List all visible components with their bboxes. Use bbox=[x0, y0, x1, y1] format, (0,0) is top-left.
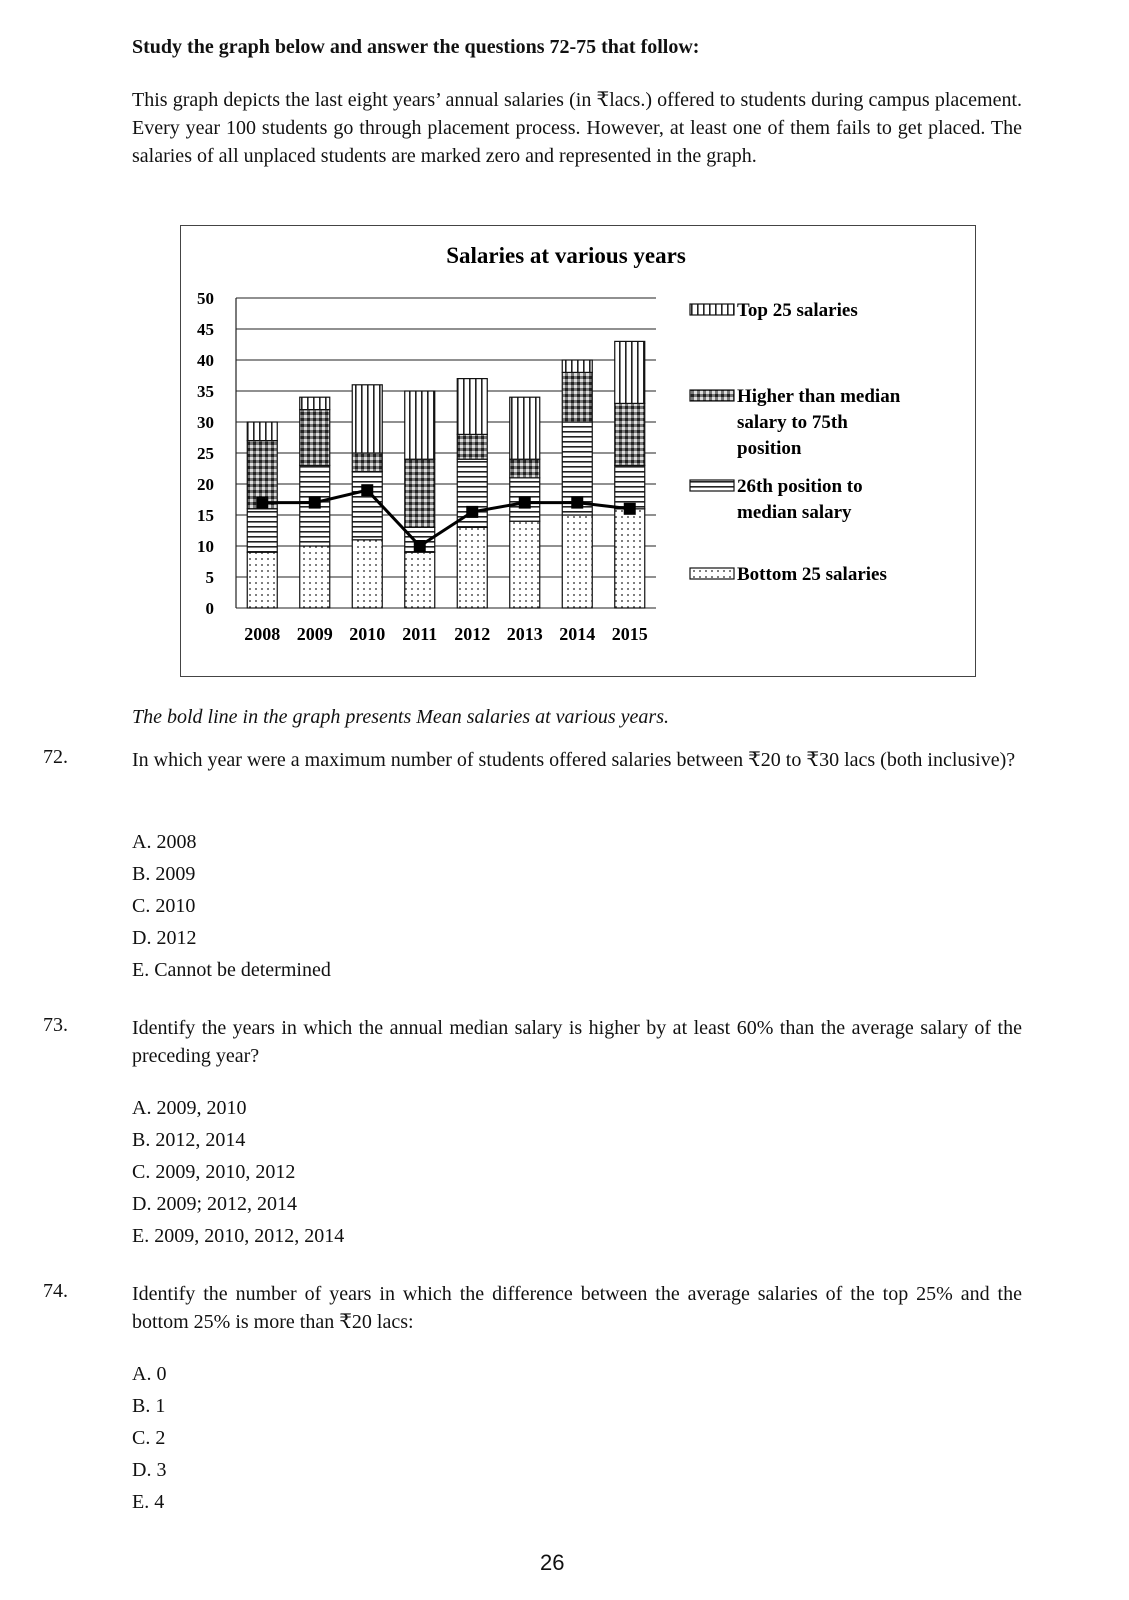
legend-label: median salary bbox=[737, 502, 852, 523]
y-tick-label: 0 bbox=[205, 599, 214, 618]
y-tick-label: 30 bbox=[197, 413, 214, 432]
option: B. 2009 bbox=[132, 863, 196, 885]
y-tick-label: 40 bbox=[197, 351, 214, 370]
bar-segment bbox=[352, 453, 382, 472]
options-list bbox=[132, 1358, 166, 1518]
bar-segment bbox=[352, 472, 382, 540]
option: C. 2009, 2010, 2012 bbox=[132, 1161, 296, 1183]
y-tick-label: 5 bbox=[205, 568, 214, 587]
bar-segment bbox=[457, 434, 487, 459]
question-text: Identify the years in which the annual median salary is higher by at least 60% than the average salary of the preceding year? bbox=[132, 1017, 1022, 1067]
x-axis-labels bbox=[244, 624, 648, 644]
legend-swatch bbox=[690, 390, 734, 401]
x-tick-label: 2009 bbox=[296, 624, 333, 644]
option: E. Cannot be determined bbox=[132, 959, 331, 981]
bar-segment bbox=[247, 509, 277, 552]
x-tick-label: 2010 bbox=[349, 624, 386, 644]
option: E. 4 bbox=[132, 1491, 165, 1513]
bar-segment bbox=[615, 465, 645, 508]
chart-bars bbox=[247, 341, 645, 608]
legend-label: Top 25 salaries bbox=[737, 300, 858, 321]
mean-marker bbox=[519, 497, 531, 509]
x-tick-label: 2013 bbox=[506, 624, 543, 644]
option: A. 2008 bbox=[132, 831, 197, 853]
option: A. 2009, 2010 bbox=[132, 1097, 247, 1119]
option: C. 2 bbox=[132, 1427, 166, 1449]
y-tick-label: 50 bbox=[197, 289, 214, 308]
y-tick-label: 15 bbox=[197, 506, 214, 525]
legend-label: salary to 75th bbox=[737, 412, 848, 433]
y-tick-label: 10 bbox=[197, 537, 214, 556]
bar-segment bbox=[247, 422, 277, 441]
option: B. 2012, 2014 bbox=[132, 1129, 246, 1151]
intro-paragraph: This graph depicts the last eight years’ annual salaries (in ₹lacs.) offered to students during campus placement. Every year 100 students go through placement process. However, at least one of them fails to get placed. The salaries of all unplaced students are marked zero and represented in the graph. bbox=[132, 89, 1022, 167]
bar-segment bbox=[300, 410, 330, 466]
mean-marker bbox=[414, 540, 426, 552]
question-number: 73. bbox=[43, 1014, 68, 1036]
bar-segment bbox=[247, 552, 277, 608]
y-tick-label: 45 bbox=[197, 320, 214, 339]
option: D. 2012 bbox=[132, 927, 197, 949]
bar-segment bbox=[562, 372, 592, 422]
mean-marker bbox=[256, 497, 268, 509]
bar-segment bbox=[405, 391, 435, 459]
y-tick-label: 25 bbox=[197, 444, 214, 463]
option: E. 2009, 2010, 2012, 2014 bbox=[132, 1225, 345, 1247]
section-heading: Study the graph below and answer the questions 72-75 that follow: bbox=[132, 36, 700, 58]
legend-label: 26th position to bbox=[737, 476, 863, 497]
option: D. 2009; 2012, 2014 bbox=[132, 1193, 297, 1215]
mean-marker bbox=[466, 506, 478, 518]
y-tick-label: 35 bbox=[197, 382, 214, 401]
page-number: 26 bbox=[540, 1550, 565, 1575]
bar-segment bbox=[615, 341, 645, 403]
mean-marker bbox=[624, 503, 636, 515]
legend-swatch bbox=[690, 568, 734, 579]
x-tick-label: 2014 bbox=[559, 624, 596, 644]
legend-swatch bbox=[690, 480, 734, 491]
bar-segment bbox=[352, 540, 382, 608]
bar-segment bbox=[405, 459, 435, 527]
mean-marker bbox=[309, 497, 321, 509]
chart-grid bbox=[236, 298, 656, 608]
legend-label: position bbox=[737, 438, 802, 459]
bar-segment bbox=[510, 397, 540, 459]
bar-segment bbox=[615, 509, 645, 608]
question-number: 72. bbox=[43, 746, 68, 768]
x-tick-label: 2015 bbox=[611, 624, 648, 644]
option: B. 1 bbox=[132, 1395, 166, 1417]
options-list bbox=[132, 1092, 344, 1252]
bar-segment bbox=[562, 515, 592, 608]
bar-segment bbox=[510, 521, 540, 608]
mean-marker bbox=[361, 484, 373, 496]
question-text: In which year were a maximum number of students offered salaries between ₹20 to ₹30 lacs (both inclusive)? bbox=[132, 749, 1016, 771]
legend-label: Higher than median bbox=[737, 386, 901, 407]
chart-title: Salaries at various years bbox=[446, 243, 686, 268]
mean-marker bbox=[571, 497, 583, 509]
option: D. 3 bbox=[132, 1459, 167, 1481]
bar-segment bbox=[457, 527, 487, 608]
y-axis-labels bbox=[197, 289, 214, 618]
legend-label: Bottom 25 salaries bbox=[737, 564, 887, 585]
x-tick-label: 2011 bbox=[402, 624, 438, 644]
options-list bbox=[132, 826, 331, 986]
bar-segment bbox=[405, 552, 435, 608]
chart-legend bbox=[690, 300, 901, 585]
chart-frame bbox=[180, 225, 976, 677]
bar-segment bbox=[457, 379, 487, 435]
bar-segment bbox=[562, 360, 592, 372]
option: C. 2010 bbox=[132, 895, 196, 917]
x-tick-label: 2012 bbox=[454, 624, 491, 644]
option: A. 0 bbox=[132, 1363, 167, 1385]
bar-segment bbox=[615, 403, 645, 465]
bar-segment bbox=[510, 459, 540, 478]
legend-swatch bbox=[690, 304, 734, 315]
chart-caption: The bold line in the graph presents Mean salaries at various years. bbox=[132, 706, 669, 728]
question-number: 74. bbox=[43, 1280, 68, 1302]
bar-segment bbox=[352, 385, 382, 453]
salaries-chart bbox=[181, 226, 975, 676]
x-tick-label: 2008 bbox=[244, 624, 281, 644]
question-text: Identify the number of years in which the difference between the average salaries of the top 25% and the bottom 25% is more than ₹20 lacs: bbox=[132, 1283, 1022, 1333]
y-tick-label: 20 bbox=[197, 475, 214, 494]
bar-segment bbox=[300, 397, 330, 409]
bar-segment bbox=[300, 546, 330, 608]
